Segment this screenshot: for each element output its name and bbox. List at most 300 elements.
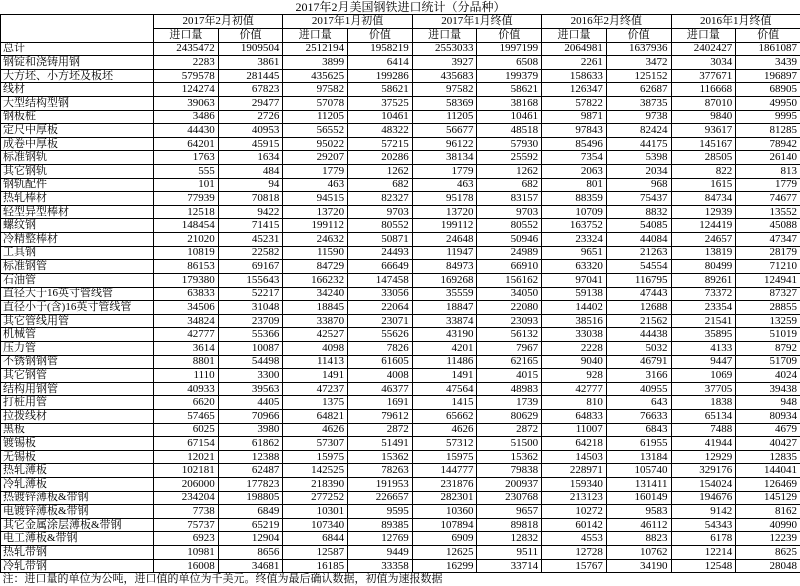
value-cell: 97843 [542, 124, 607, 138]
value-cell: 54343 [671, 518, 736, 532]
row-label: 轻型异型棒材 [1, 205, 154, 219]
value-cell: 4405 [218, 396, 283, 410]
value-cell: 15767 [542, 559, 607, 573]
value-cell: 9511 [477, 546, 542, 560]
value-cell: 97041 [542, 273, 607, 287]
value-cell: 12904 [218, 532, 283, 546]
value-cell: 94 [218, 178, 283, 192]
table-row [1, 410, 800, 424]
value-cell: 282301 [412, 491, 477, 505]
value-cell: 28179 [736, 246, 800, 260]
value-cell: 15362 [477, 450, 542, 464]
value-cell: 67154 [154, 437, 219, 451]
value-cell: 3861 [218, 56, 283, 70]
value-cell: 206000 [154, 478, 219, 492]
value-cell: 463 [412, 178, 477, 192]
row-label: 钢板桩 [1, 110, 154, 124]
value-cell: 6025 [154, 423, 219, 437]
row-label: 其它钢轨 [1, 165, 154, 179]
value-cell: 50871 [348, 233, 413, 247]
value-cell: 24632 [283, 233, 348, 247]
value-cell: 1909504 [218, 42, 283, 56]
value-cell: 10360 [412, 505, 477, 519]
value-cell: 35559 [412, 287, 477, 301]
value-cell: 810 [542, 396, 607, 410]
value-cell: 28505 [671, 151, 736, 165]
value-cell: 199112 [283, 219, 348, 233]
value-cell: 57930 [477, 137, 542, 151]
row-label: 冷轧带钢 [1, 559, 154, 573]
table-row [1, 137, 800, 151]
value-cell: 76633 [606, 410, 671, 424]
value-cell: 62687 [606, 83, 671, 97]
value-cell: 4626 [412, 423, 477, 437]
value-cell: 22582 [218, 246, 283, 260]
value-cell: 42527 [283, 328, 348, 342]
value-cell: 16008 [154, 559, 219, 573]
value-cell: 177823 [218, 478, 283, 492]
row-label: 其它金属涂层薄板&带钢 [1, 518, 154, 532]
value-cell: 156162 [477, 273, 542, 287]
value-cell: 10762 [606, 546, 671, 560]
value-cell: 80499 [671, 260, 736, 274]
value-cell: 78263 [348, 464, 413, 478]
value-cell: 10709 [542, 205, 607, 219]
value-cell: 4024 [736, 369, 800, 383]
value-cell: 196897 [736, 69, 800, 83]
value-cell: 10981 [154, 546, 219, 560]
value-cell: 80934 [736, 410, 800, 424]
value-cell: 58621 [477, 83, 542, 97]
value-cell: 169268 [412, 273, 477, 287]
value-cell: 40933 [154, 382, 219, 396]
value-cell: 199112 [412, 219, 477, 233]
value-cell: 8823 [606, 532, 671, 546]
value-cell: 42777 [154, 328, 219, 342]
table-row [1, 341, 800, 355]
value-cell: 2228 [542, 341, 607, 355]
value-cell: 968 [606, 178, 671, 192]
value-cell: 194676 [671, 491, 736, 505]
value-cell: 1415 [412, 396, 477, 410]
value-cell: 6849 [218, 505, 283, 519]
value-cell: 8792 [736, 341, 800, 355]
value-cell: 37525 [348, 96, 413, 110]
value-cell: 1779 [283, 165, 348, 179]
sub-column-header: 价值 [606, 28, 671, 42]
table-row [1, 532, 800, 546]
value-cell: 12239 [736, 532, 800, 546]
value-cell: 13184 [606, 450, 671, 464]
row-label: 电工薄板&带钢 [1, 532, 154, 546]
value-cell: 51491 [348, 437, 413, 451]
value-cell: 463 [283, 178, 348, 192]
table-row [1, 450, 800, 464]
row-label: 标准钢管 [1, 260, 154, 274]
value-cell: 2034 [606, 165, 671, 179]
value-cell: 48983 [477, 382, 542, 396]
value-cell: 6923 [154, 532, 219, 546]
table-row [1, 69, 800, 83]
sub-column-header: 进口量 [671, 28, 736, 42]
value-cell: 33038 [542, 328, 607, 342]
value-cell: 68905 [736, 83, 800, 97]
value-cell: 7354 [542, 151, 607, 165]
value-cell: 218390 [283, 478, 348, 492]
value-cell: 12388 [218, 450, 283, 464]
value-cell: 160149 [606, 491, 671, 505]
value-cell: 16185 [283, 559, 348, 573]
table-row [1, 478, 800, 492]
row-label: 黑板 [1, 423, 154, 437]
row-label: 结构用钢管 [1, 382, 154, 396]
table-row [1, 559, 800, 573]
value-cell: 70818 [218, 192, 283, 206]
value-cell: 51709 [736, 355, 800, 369]
value-cell: 13720 [412, 205, 477, 219]
value-cell: 145129 [736, 491, 800, 505]
value-cell: 44430 [154, 124, 219, 138]
value-cell: 23709 [218, 314, 283, 328]
value-cell: 84734 [671, 192, 736, 206]
table-row [1, 165, 800, 179]
value-cell: 34240 [283, 287, 348, 301]
value-cell: 65134 [671, 410, 736, 424]
value-cell: 87010 [671, 96, 736, 110]
value-cell: 12939 [671, 205, 736, 219]
value-cell: 10087 [218, 341, 283, 355]
value-cell: 39563 [218, 382, 283, 396]
row-label: 镀锡板 [1, 437, 154, 451]
value-cell: 33714 [477, 559, 542, 573]
value-cell: 9657 [477, 505, 542, 519]
table-row [1, 301, 800, 315]
value-cell: 57078 [283, 96, 348, 110]
value-cell: 79612 [348, 410, 413, 424]
value-cell: 38516 [542, 314, 607, 328]
table-row [1, 491, 800, 505]
value-cell: 49950 [736, 96, 800, 110]
value-cell: 66649 [348, 260, 413, 274]
value-cell: 23071 [348, 314, 413, 328]
value-cell: 42777 [542, 382, 607, 396]
value-cell: 31048 [218, 301, 283, 315]
value-cell: 64821 [283, 410, 348, 424]
value-cell: 1739 [477, 396, 542, 410]
value-cell: 64201 [154, 137, 219, 151]
title-row [1, 0, 800, 14]
table-row [1, 151, 800, 165]
value-cell: 46112 [606, 518, 671, 532]
value-cell: 107340 [283, 518, 348, 532]
corner-cell [1, 14, 154, 42]
value-cell: 4133 [671, 341, 736, 355]
value-cell: 4679 [736, 423, 800, 437]
value-cell: 12548 [671, 559, 736, 573]
value-cell: 35895 [671, 328, 736, 342]
table-row [1, 42, 800, 56]
value-cell: 89818 [477, 518, 542, 532]
table-row [1, 233, 800, 247]
value-cell: 13552 [736, 205, 800, 219]
value-cell: 682 [477, 178, 542, 192]
value-cell: 13259 [736, 314, 800, 328]
value-cell: 5398 [606, 151, 671, 165]
value-cell: 8625 [736, 546, 800, 560]
value-cell: 20286 [348, 151, 413, 165]
value-cell: 39063 [154, 96, 219, 110]
value-cell: 54085 [606, 219, 671, 233]
value-cell: 3486 [154, 110, 219, 124]
row-label: 不锈钢钢管 [1, 355, 154, 369]
value-cell: 555 [154, 165, 219, 179]
value-cell: 37705 [671, 382, 736, 396]
value-cell: 24989 [477, 246, 542, 260]
value-cell: 40990 [736, 518, 800, 532]
value-cell: 166232 [283, 273, 348, 287]
value-cell: 58621 [348, 83, 413, 97]
value-cell: 2435472 [154, 42, 219, 56]
value-cell: 26140 [736, 151, 800, 165]
value-cell: 1861087 [736, 42, 800, 56]
row-label: 标准钢轨 [1, 151, 154, 165]
value-cell: 21263 [606, 246, 671, 260]
value-cell: 199379 [477, 69, 542, 83]
value-cell: 29207 [283, 151, 348, 165]
value-cell: 28855 [736, 301, 800, 315]
value-cell: 47564 [412, 382, 477, 396]
value-cell: 277252 [283, 491, 348, 505]
footnote: 注：进口量的单位为公吨，进口值的单位为千美元。终值为最后确认数据，初值为速报数据 [1, 573, 800, 586]
value-cell: 4015 [477, 369, 542, 383]
value-cell: 12835 [736, 450, 800, 464]
value-cell: 2261 [542, 56, 607, 70]
value-cell: 11947 [412, 246, 477, 260]
row-label: 总计 [1, 42, 154, 56]
row-label: 热轧棒材 [1, 192, 154, 206]
value-cell: 2726 [218, 110, 283, 124]
row-label: 热轧薄板 [1, 464, 154, 478]
value-cell: 45915 [218, 137, 283, 151]
value-cell: 6844 [283, 532, 348, 546]
value-cell: 643 [606, 396, 671, 410]
value-cell: 62165 [477, 355, 542, 369]
value-cell: 126347 [542, 83, 607, 97]
value-cell: 16299 [412, 559, 477, 573]
value-cell: 12625 [412, 546, 477, 560]
row-label: 无锡板 [1, 450, 154, 464]
value-cell: 107894 [412, 518, 477, 532]
value-cell: 56132 [477, 328, 542, 342]
value-cell: 11590 [283, 246, 348, 260]
sub-column-header: 价值 [736, 28, 800, 42]
value-cell: 3472 [606, 56, 671, 70]
value-cell: 8832 [606, 205, 671, 219]
value-cell: 163752 [542, 219, 607, 233]
value-cell: 47237 [283, 382, 348, 396]
value-cell: 94515 [283, 192, 348, 206]
column-group-header: 2016年2月终值 [542, 14, 671, 28]
value-cell: 131411 [606, 478, 671, 492]
value-cell: 15362 [348, 450, 413, 464]
value-cell: 33358 [348, 559, 413, 573]
value-cell: 1375 [283, 396, 348, 410]
table-row [1, 83, 800, 97]
column-group-header-row [1, 14, 800, 28]
value-cell: 12832 [477, 532, 542, 546]
value-cell: 12518 [154, 205, 219, 219]
value-cell: 142525 [283, 464, 348, 478]
row-label: 钢轨配件 [1, 178, 154, 192]
value-cell: 13720 [283, 205, 348, 219]
table-row [1, 505, 800, 519]
value-cell: 4008 [348, 369, 413, 383]
value-cell: 33056 [348, 287, 413, 301]
value-cell: 1491 [283, 369, 348, 383]
value-cell: 33874 [412, 314, 477, 328]
value-cell: 4201 [412, 341, 477, 355]
value-cell: 63320 [542, 260, 607, 274]
value-cell: 10819 [154, 246, 219, 260]
value-cell: 579578 [154, 69, 219, 83]
value-cell: 63833 [154, 287, 219, 301]
row-label: 线材 [1, 83, 154, 97]
value-cell: 154024 [671, 478, 736, 492]
value-cell: 226657 [348, 491, 413, 505]
value-cell: 71210 [736, 260, 800, 274]
sub-column-header: 进口量 [412, 28, 477, 42]
value-cell: 7738 [154, 505, 219, 519]
value-cell: 6414 [348, 56, 413, 70]
value-cell: 2872 [348, 423, 413, 437]
value-cell: 25592 [477, 151, 542, 165]
value-cell: 21541 [671, 314, 736, 328]
value-cell: 1637936 [606, 42, 671, 56]
value-cell: 24648 [412, 233, 477, 247]
table-row [1, 178, 800, 192]
value-cell: 14503 [542, 450, 607, 464]
value-cell: 23093 [477, 314, 542, 328]
value-cell: 57822 [542, 96, 607, 110]
value-cell: 3927 [412, 56, 477, 70]
page-title: 2017年2月美国钢铁进口统计（分品种） [1, 0, 800, 14]
value-cell: 4098 [283, 341, 348, 355]
value-cell: 116795 [606, 273, 671, 287]
value-cell: 48518 [477, 124, 542, 138]
value-cell: 6843 [606, 423, 671, 437]
value-cell: 7488 [671, 423, 736, 437]
value-cell: 11413 [283, 355, 348, 369]
value-cell: 5032 [606, 341, 671, 355]
value-cell: 234204 [154, 491, 219, 505]
value-cell: 230768 [477, 491, 542, 505]
value-cell: 12929 [671, 450, 736, 464]
value-cell: 9651 [542, 246, 607, 260]
table-row [1, 396, 800, 410]
value-cell: 93617 [671, 124, 736, 138]
value-cell: 55366 [218, 328, 283, 342]
value-cell: 46791 [606, 355, 671, 369]
row-label: 定尺中厚板 [1, 124, 154, 138]
value-cell: 75437 [606, 192, 671, 206]
value-cell: 7967 [477, 341, 542, 355]
value-cell: 64833 [542, 410, 607, 424]
value-cell: 86153 [154, 260, 219, 274]
value-cell: 9840 [671, 110, 736, 124]
row-label: 冷精整棒材 [1, 233, 154, 247]
value-cell: 65219 [218, 518, 283, 532]
value-cell: 1262 [348, 165, 413, 179]
value-cell: 40427 [736, 437, 800, 451]
value-cell: 29477 [218, 96, 283, 110]
value-cell: 80629 [477, 410, 542, 424]
value-cell: 1691 [348, 396, 413, 410]
value-cell: 148454 [154, 219, 219, 233]
value-cell: 9871 [542, 110, 607, 124]
value-cell: 50946 [477, 233, 542, 247]
value-cell: 158633 [542, 69, 607, 83]
value-cell: 144777 [412, 464, 477, 478]
value-cell: 83157 [477, 192, 542, 206]
value-cell: 8162 [736, 505, 800, 519]
value-cell: 34681 [218, 559, 283, 573]
value-cell: 12769 [348, 532, 413, 546]
row-label: 螺纹钢 [1, 219, 154, 233]
value-cell: 8801 [154, 355, 219, 369]
value-cell: 2872 [477, 423, 542, 437]
table-row [1, 369, 800, 383]
value-cell: 88359 [542, 192, 607, 206]
table-row [1, 423, 800, 437]
value-cell: 1838 [671, 396, 736, 410]
value-cell: 61605 [348, 355, 413, 369]
value-cell: 46377 [348, 382, 413, 396]
value-cell: 61862 [218, 437, 283, 451]
table-row [1, 260, 800, 274]
row-label: 打桩用管 [1, 396, 154, 410]
value-cell: 9422 [218, 205, 283, 219]
table-row [1, 355, 800, 369]
value-cell: 147458 [348, 273, 413, 287]
row-label: 钢锭和浇铸用钢 [1, 56, 154, 70]
row-label: 成卷中厚板 [1, 137, 154, 151]
value-cell: 84729 [283, 260, 348, 274]
value-cell: 65662 [412, 410, 477, 424]
value-cell: 8656 [218, 546, 283, 560]
footnote-row [1, 573, 800, 586]
value-cell: 1110 [154, 369, 219, 383]
table-row [1, 287, 800, 301]
value-cell: 52217 [218, 287, 283, 301]
value-cell: 58369 [412, 96, 477, 110]
value-cell: 75737 [154, 518, 219, 532]
value-cell: 70966 [218, 410, 283, 424]
value-cell: 228971 [542, 464, 607, 478]
value-cell: 23324 [542, 233, 607, 247]
row-label: 其它钢管 [1, 369, 154, 383]
sub-column-header: 进口量 [542, 28, 607, 42]
table-row [1, 124, 800, 138]
column-group-header: 2017年1月初值 [283, 14, 412, 28]
row-label: 大方坯、小方坯及板坯 [1, 69, 154, 83]
value-cell: 9703 [348, 205, 413, 219]
row-label: 拉拨线材 [1, 410, 154, 424]
value-cell: 3166 [606, 369, 671, 383]
row-label: 热镀锌薄板&带钢 [1, 491, 154, 505]
value-cell: 3980 [218, 423, 283, 437]
value-cell: 33870 [283, 314, 348, 328]
value-cell: 435683 [412, 69, 477, 83]
